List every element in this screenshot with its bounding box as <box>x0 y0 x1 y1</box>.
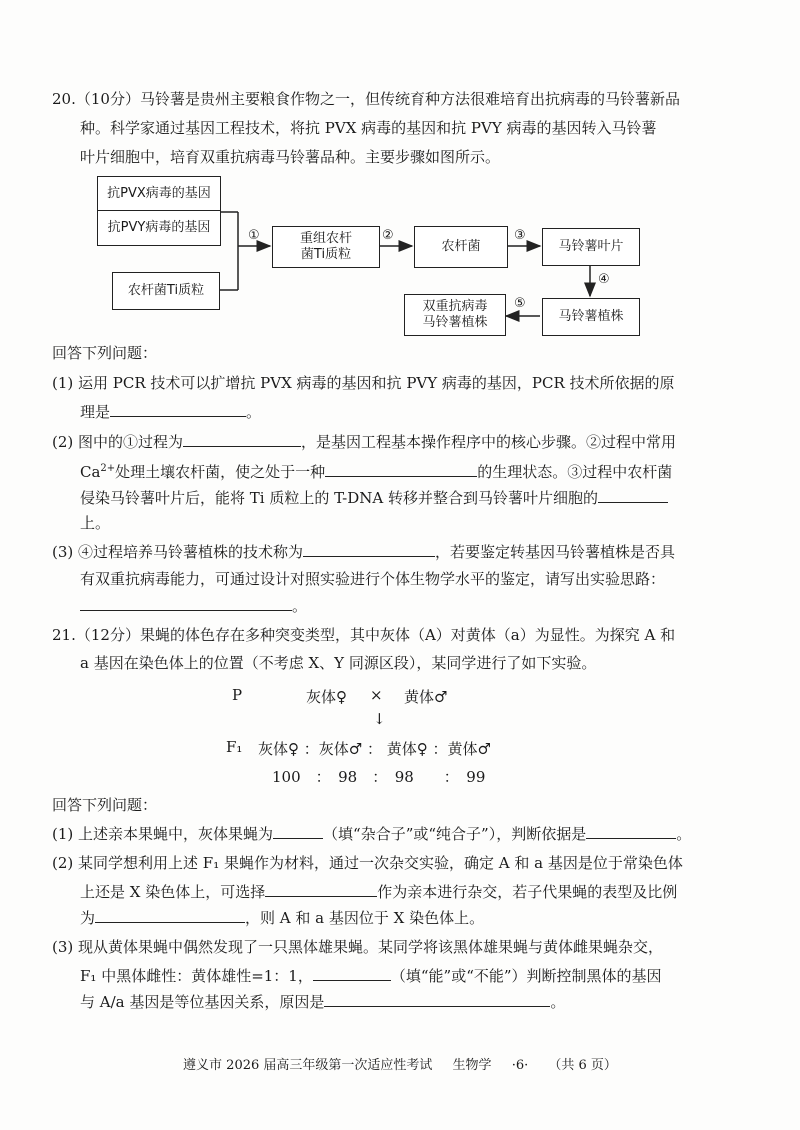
q20-p3-blank2[interactable] <box>80 594 292 611</box>
q20-p2-line1 <box>52 430 676 453</box>
q20-p3-end: 。 <box>292 597 308 615</box>
q20-answer-prompt: 回答下列问题： <box>52 344 158 362</box>
q21-intro-line1: 21.（12分）果蝇的体色存在多种突变类型，其中灰体（A）对黄体（a）为显性。为探究 A 和 <box>52 626 676 644</box>
q20-p2-line2 <box>80 458 672 483</box>
q21-p3-blank1[interactable] <box>313 964 391 981</box>
cross-arrow: ↓ <box>373 710 386 728</box>
q20-p3-line1 <box>52 540 675 563</box>
cross-female: 灰体♀ <box>306 688 347 706</box>
q20-p2-text1: (2) 图中的①过程为 <box>52 433 184 451</box>
step-2-label: ② <box>382 228 394 243</box>
step-5-label: ⑤ <box>514 296 526 311</box>
page-footer <box>0 1054 800 1073</box>
q20-p1-text: 理是 <box>80 403 111 421</box>
result-line1: 双重抗病毒 <box>422 299 488 314</box>
f1-phenotypes: 灰体♀ ：灰体♂ ： 黄体♀ ：黄体♂ <box>258 740 491 758</box>
q20-intro-line2: 种。科学家通过基因工程技术，将抗 PVX 病毒的基因和抗 PVY 病毒的基因转入马铃薯 <box>80 119 657 137</box>
q21-p2-text2: 作为亲本进行杂交，若子代果蝇的表型及比例 <box>377 883 678 901</box>
q20-p2-text4: 的生理状态。③过程中农杆菌 <box>477 463 673 481</box>
f1-label: F₁ <box>226 738 243 756</box>
q21-p2-line1: (2) 某同学想利用上述 F₁ 果蝇作为材料，通过一次杂交实验，确定 A 和 a 基因是位于常染色体 <box>52 854 683 872</box>
recombinant-line1: 重组农杆 <box>299 231 352 246</box>
q20-p2-text2: ，是基因工程基本操作程序中的核心步骤。②过程中常用 <box>301 433 677 451</box>
q20-p2-text5: 侵染马铃薯叶片后，能将 Ti 质粒上的 T-DNA 转移并整合到马铃薯叶片细胞的 <box>80 489 599 507</box>
footer-subject: 生物学 <box>452 1058 492 1073</box>
q21-p3-text2: （填“能”或“不能”）判断控制黑体的基因 <box>390 967 662 985</box>
q20-p1-line1: (1) 运用 PCR 技术可以扩增抗 PVX 病毒的基因和抗 PVY 病毒的基因，PCR 技术所依据的原 <box>52 374 675 392</box>
q20-p2-ca-charge: 2+ <box>100 463 116 474</box>
q20-p1-line2 <box>80 400 261 423</box>
q21-p3-line3 <box>80 990 565 1013</box>
q20-p3-text1: (3) ④过程培养马铃薯植株的技术称为 <box>52 543 304 561</box>
q21-p3-line2 <box>80 964 662 987</box>
q20-p2-ca: Ca <box>80 463 101 481</box>
q20-intro-line3: 叶片细胞中，培育双重抗病毒马铃薯品种。主要步骤如图所示。 <box>80 148 501 166</box>
q21-p2-line3 <box>80 906 484 929</box>
q21-p3-line1: (3) 现从黄体果蝇中偶然发现了一只黑体雄果蝇。某同学将该黑体雄果蝇与黄体雌果蝇杂交， <box>52 938 664 956</box>
agrobacterium-box: 农杆菌 <box>414 226 508 268</box>
q20-p2-blank3[interactable] <box>598 486 668 503</box>
cross-times: × <box>370 686 383 704</box>
ti-plasmid-box: 农杆菌Ti质粒 <box>112 272 220 310</box>
q21-p1-line1 <box>52 822 691 845</box>
q20-p3-line3 <box>80 594 307 617</box>
q21-p3-text3: 与 A/a 基因是等位基因关系，原因是 <box>80 993 325 1011</box>
footer-exam-name: 遵义市 2026 届高三年级第一次适应性考试 <box>183 1058 433 1073</box>
q20-p2-line3 <box>80 486 668 509</box>
gene-pvy-box: 抗PVY病毒的基因 <box>97 210 221 246</box>
q21-p1-text2: （填“杂合子”或“纯合子”），判断依据是 <box>323 825 587 843</box>
q21-p1-end: 。 <box>676 825 692 843</box>
potato-leaf-box: 马铃薯叶片 <box>542 228 640 266</box>
step-1-label: ① <box>248 228 260 243</box>
q21-p3-text1: F₁ 中黑体雌性：黄体雄性=1：1， <box>80 967 313 985</box>
q21-p3-end: 。 <box>550 993 566 1011</box>
potato-plant-box: 马铃薯植株 <box>542 298 640 336</box>
recombinant-plasmid-box <box>272 226 380 268</box>
q20-p1-answer-blank[interactable] <box>110 400 246 417</box>
q21-p1-blank1[interactable] <box>273 822 323 839</box>
footer-page-number: ·6· <box>511 1058 529 1073</box>
q21-answer-prompt: 回答下列问题： <box>52 796 158 814</box>
f1-counts: 100 ： 98 ： 98 ： 99 <box>272 768 486 786</box>
q21-p3-blank2[interactable] <box>324 990 550 1007</box>
q21-p2-blank1[interactable] <box>265 880 377 897</box>
q21-p1-blank2[interactable] <box>586 822 676 839</box>
q21-p2-text1: 上还是 X 染色体上，可选择 <box>80 883 266 901</box>
step-4-label: ④ <box>598 272 610 287</box>
q20-p1-end: 。 <box>246 403 262 421</box>
footer-total-pages: （共 6 页） <box>548 1058 617 1073</box>
step-3-label: ③ <box>514 228 526 243</box>
q21-p2-text3: 为 <box>80 909 96 927</box>
q21-p1-text1: (1) 上述亲本果蝇中，灰体果蝇为 <box>52 825 274 843</box>
q21-p2-text4: ，则 A 和 a 基因位于 X 染色体上。 <box>245 909 485 927</box>
cross-male: 黄体♂ <box>404 688 448 706</box>
q20-p3-text2: ，若要鉴定转基因马铃薯植株是否具 <box>435 543 676 561</box>
q20-p2-blank1[interactable] <box>183 430 301 447</box>
q21-p2-line2 <box>80 880 677 903</box>
recombinant-line2: 菌Ti质粒 <box>300 247 352 262</box>
q20-p2-blank2[interactable] <box>325 460 477 477</box>
result-line2: 马铃薯植株 <box>422 315 488 330</box>
gene-pvx-box: 抗PVX病毒的基因 <box>97 176 221 212</box>
q20-intro-line1: 20.（10分）马铃薯是贵州主要粮食作物之一，但传统育种方法很难培育出抗病毒的马铃薯新品 <box>52 90 680 108</box>
cross-p-label: P <box>232 686 243 704</box>
q20-p2-text3: 处理土壤农杆菌，使之处于一种 <box>115 463 326 481</box>
q21-intro-line2: a 基因在染色体上的位置（不考虑 X、Y 同源区段），某同学进行了如下实验。 <box>80 654 597 672</box>
q21-p2-blank2[interactable] <box>95 906 245 923</box>
q20-p2-line4: 上。 <box>80 514 111 532</box>
q20-p3-blank1[interactable] <box>303 540 435 557</box>
double-resistant-plant-box <box>404 294 506 336</box>
q20-p3-line2: 有双重抗病毒能力，可通过设计对照实验进行个体生物学水平的鉴定，请写出实验思路： <box>80 570 666 588</box>
